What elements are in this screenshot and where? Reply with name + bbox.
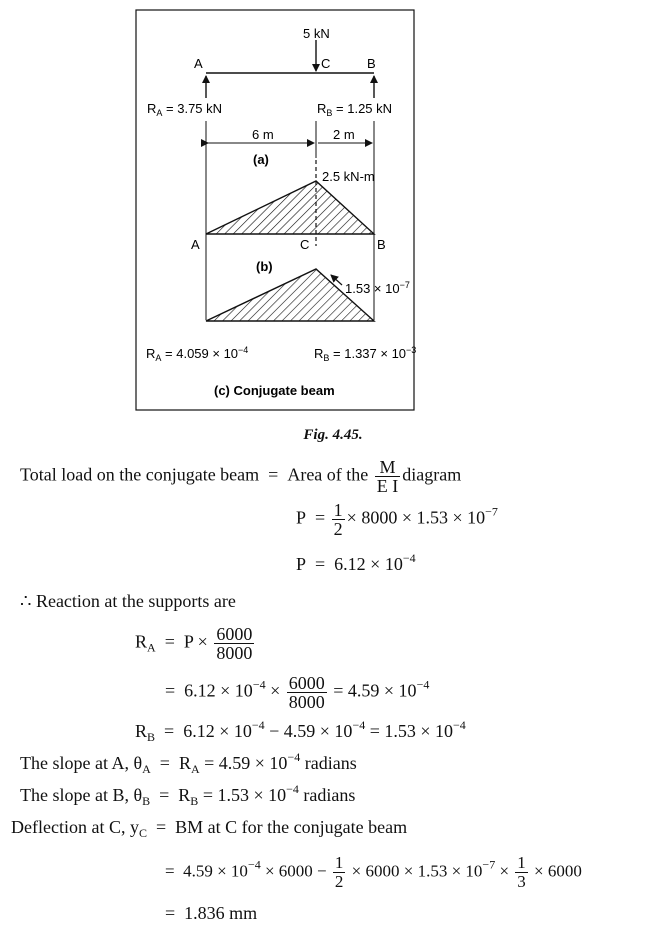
line-rb-value: $R_B = 6.12 \times 10^{-4} - 4.59 \times 10^{-4} = 1.53 \times 10^{-4}$: [135, 718, 466, 744]
line-deflection-value: = 1.836 mm: [165, 903, 258, 923]
bm-point-c: C: [300, 237, 310, 252]
bm-point-a: A: [191, 237, 200, 252]
point-a-label: A: [194, 56, 203, 71]
bm-diagram: [206, 181, 374, 234]
reaction-b-top: $R_B = 1.25$ kN: [317, 101, 393, 118]
label-a: (a): [253, 152, 269, 167]
figure-caption: Fig. 4.45.: [303, 427, 363, 443]
line-p-formula: P = $\frac{1}{2}$ × $8000 \times 1.53 \times 10^{-7}$: [296, 500, 498, 539]
beam-figure: [0, 0, 666, 440]
point-b-label: B: [367, 56, 376, 71]
reaction-a-top: $R_A = 3.75$ kN: [147, 101, 223, 118]
m-ei-peak-label: $1.53 \times 10^{-7}$: [345, 280, 410, 296]
bm-point-b: B: [377, 237, 386, 252]
reaction-b-conjugate: $R_B = 1.337 \times 10^{-3}$: [314, 345, 417, 363]
line-p-value: $P = 6.12 \times 10^{-4}$: [296, 551, 416, 574]
line-deflection-formula: = $4.59 \times 10^{-4} \times 6000$ − $\frac{1}{2}$ × $6000 \times 1.53 \times 10^{-7}$ × $\frac{1}{3}$ × 6000: [165, 853, 582, 891]
line-total-load: Total load on the conjugate beam = Area of the $\frac{M}{\text{E I}}$ diagram: [20, 457, 462, 496]
line-ra-value: = $6.12 \times 10^{-4}$ × $\frac{6000}{8000}$ = $4.59 \times 10^{-4}$: [165, 673, 430, 712]
bm-peak-label: 2.5 kN-m: [322, 169, 375, 184]
line-slope-a: The slope at A, $\theta_A = R_A = 4.59 \times 10^{-4}$ radians: [20, 750, 357, 776]
dim-left-label: 6 m: [252, 127, 274, 142]
line-reactions-intro: ∴ Reaction at the supports are: [20, 591, 236, 611]
reaction-a-conjugate: $R_A = 4.059 \times 10^{-4}$: [146, 345, 249, 363]
line-deflection-c: Deflection at C, $y_C$ = BM at C for the conjugate beam: [11, 817, 408, 840]
dim-right-label: 2 m: [333, 127, 355, 142]
line-slope-b: The slope at B, $\theta_B = R_B = 1.53 \times 10^{-4}$ radians: [20, 782, 356, 808]
line-ra-formula: $R_A = P$ × $\frac{6000}{8000}$: [135, 624, 253, 663]
label-c: (c) Conjugate beam: [214, 383, 335, 398]
label-b: (b): [256, 259, 273, 274]
point-c-label: C: [321, 56, 331, 71]
load-label: 5 kN: [303, 26, 330, 41]
